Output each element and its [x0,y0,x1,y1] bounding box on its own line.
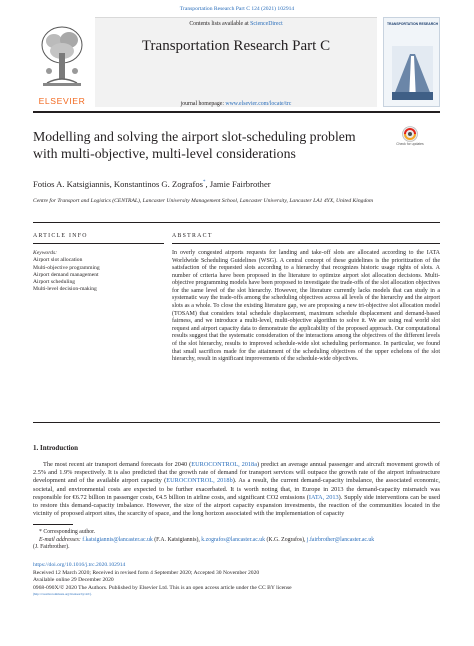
check-updates-label: Check for updates [396,142,424,146]
available-online-date: Available online 29 December 2020 [33,577,114,584]
corresponding-author-mark[interactable]: * [202,180,206,186]
affiliation: Centre for Transport and Logistics (CENTRAL), Lancaster University Management School, Lancaster University, Lancaster LA1 4YX, United Kingdom [33,198,374,204]
received-dates: Received 12 March 2020; Received in revised form 4 September 2020; Accepted 30 November 2020 [33,569,260,576]
intro-text-2: ) predict an average annual passenger and aircraft movement growth of 2.5% and 1.9% respectively. It is also predicted that the growth rate of demand for transport services will outpace the growth rate of the airport infrastructure development and of the available airport capacity ( [33,461,440,485]
journal-header [33,15,440,107]
bibliographic-info [33,562,440,597]
introduction-paragraph [33,461,440,518]
email-owner: (K.G. Zografos), [265,536,307,543]
email-owner: (F.A. Katsigiannis), [152,536,202,543]
keyword-item: Airport slot allocation [33,257,83,264]
reference-link[interactable]: IATA, 2013 [308,493,339,501]
journal-homepage [95,101,377,107]
authors-tail: , Jamie Fairbrother [205,179,271,189]
email-link[interactable]: j.fairbrother@lancaster.ac.uk [306,536,375,543]
email-addresses [33,537,440,545]
sciencedirect-link[interactable]: ScienceDirect [250,21,283,27]
abstract-heading: ABSTRACT [172,233,213,239]
intro-text-1: The most recent air transport demand forecasts for 2040 ( [43,461,192,468]
license-line: 0968-090X/© 2020 The Authors. Published by Elsevier Ltd. This is an open access article under the CC BY license [33,584,292,591]
footnotes [33,529,440,552]
introduction-heading: 1. Introduction [33,444,78,452]
email-owner: (J. Fairbrother). [33,544,70,551]
doi-link[interactable]: https://doi.org/10.1016/j.trc.2020.102914 [33,562,126,568]
keywords-block [33,250,164,294]
journal-citation[interactable]: Transportation Research Part C 124 (2021) 102914 [179,6,295,12]
reference-link[interactable]: EUROCONTROL, 2018b [166,477,233,485]
keyword-item: Multi-objective programming [33,264,100,271]
keyword-item: Airport demand management [33,271,99,278]
email-label: E-mail addresses: [39,536,81,543]
paper-title: Modelling and solving the airport slot-scheduling problem with multi-objective, multi-level considerations [33,129,356,161]
footnote-rule [33,524,73,525]
cover-title: TRANSPORTATION RESEARCH [386,22,439,26]
elsevier-logo [33,15,91,107]
author-list [33,179,440,189]
header-rule [33,111,440,113]
cover-art-icon [392,46,433,100]
intro-text-3: ). As a result, the current demand-capacity imbalance, the associated economic, societal, and environmental costs are expected to be further exacerbated. It is worth noting that, in Europe in 2013 the demand-capacity mismatch was responsible for €6.72 billion in passenger costs, €4.5 billion in airline costs, and significant CO2 emissions ( [33,477,440,501]
homepage-prefix: journal homepage: [180,101,226,107]
abstract-end-rule [33,422,440,423]
elsevier-wordmark: ELSEVIER [38,96,86,106]
article-info-rule [33,243,164,244]
contents-prefix: Contents lists available at [189,21,251,27]
corresponding-author-note: * Corresponding author. [39,529,96,535]
keyword-item: Multi-level decision-making [33,286,97,293]
keyword-item: Airport scheduling [33,279,76,286]
authors-main: Fotios A. Katsigiannis, Konstantinos G. Zografos [33,179,203,189]
check-updates-icon [399,126,421,143]
journal-cover-thumbnail[interactable] [383,17,440,107]
elsevier-tree-icon [39,23,85,89]
journal-banner [95,17,377,107]
reference-link[interactable]: EUROCONTROL, 2018a [191,461,257,468]
intro-text-4: ). Supply side interventions can be used to restore this demand-capacity imbalance. However, the size of the airport capacity expansion investments, the reaction of the communities located in the vicinity of proposed airport sites, the scarcity of space, and the long horizon associated with the implementation of capacity [33,493,440,518]
abstract-text: In overly congested airports requests for landing and take-off slots are allocated according to the IATA Worldwide Scheduling Guidelines (WSG). A central concept of these guidelines is the prioritization of the satisfaction of the requested slots according to a hierarchy that recognizes historic usage rights of slots. A number of criteria have been proposed in the literature to optimize airport slot allocation decisions. Multi-objective programming models have been proposed to investigate the trade-offs of the slot allocation objectives for the same level of the slot hierarchy. However, the literature currently lacks models that can study in a systematic way the trade-offs among the scheduling objectives across all levels of the hierarchy and the airport slots as a whole. To close the existing literature gap, we are proposing a new tri-objective slot allocation model (TOSAM) that considers total schedule displacement, maximum schedule displacement and demand-based fairness, and we introduce a multi-level, multi-objective algorithm to solve it. We are using real world slot request and airport capacity data to demonstrate the applicability of the proposed approach. Our computational results suggest that the systematic consideration of the interactions among the objectives of the different levels of the slot hierarchy, results to improved schedule-wide slot scheduling performance. In particular, we found that small sacrifices made for the attainment of the scheduling objectives of the upper echelons of the slot hierarchy, result in significant improvements of the schedule-wide objectives. [172,250,440,363]
abstract-rule [172,243,440,244]
journal-title: Transportation Research Part C [141,38,331,54]
article-info-heading: ARTICLE INFO [33,233,88,239]
contents-line [95,21,377,27]
homepage-link[interactable]: www.elsevier.com/locate/trc [225,101,292,107]
email-link[interactable]: k.zografos@lancaster.ac.uk [201,536,266,543]
email-link[interactable]: f.katsigiannis@lancaster.ac.uk [82,536,153,543]
check-for-updates-badge[interactable] [396,126,424,152]
affiliation-rule [33,222,440,223]
license-link[interactable]: (http://creativecommons.org/licenses/by/4.0/). [33,592,92,597]
keywords-label: Keywords: [33,250,58,256]
